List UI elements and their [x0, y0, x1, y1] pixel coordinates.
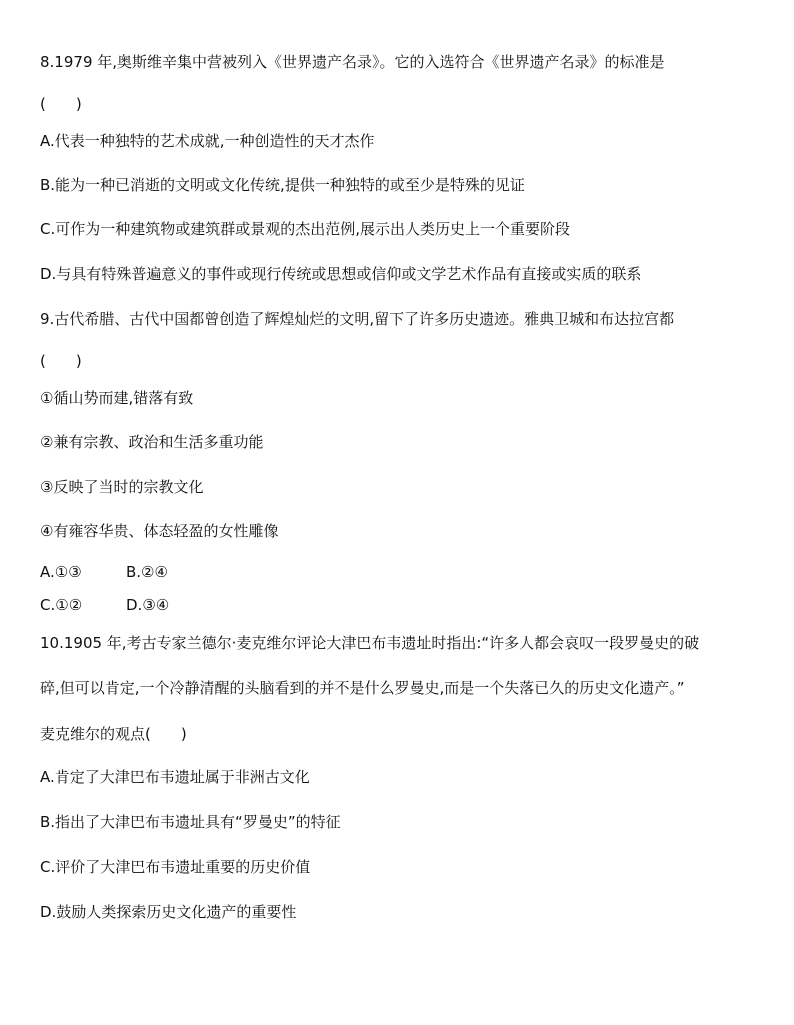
question-10-option-b: B.指出了大津巴布韦遗址具有“罗曼史”的特征: [40, 813, 341, 831]
question-10-stem-line-3: 麦克维尔的观点( ): [40, 725, 187, 743]
question-10-option-c: C.评价了大津巴布韦遗址重要的历史价值: [40, 858, 311, 876]
question-10-stem-line-1: 10.1905 年,考古专家兰德尔·麦克维尔评论大津巴布韦遗址时指出:“许多人都会哀叹一段罗曼史的破: [40, 634, 700, 652]
question-8-option-c: C.可作为一种建筑物或建筑群或景观的杰出范例,展示出人类历史上一个重要阶段: [40, 220, 571, 238]
question-8-option-d: D.与具有特殊普遍意义的事件或现行传统或思想或信仰或文学艺术作品有直接或实质的联系: [40, 265, 642, 283]
question-8-stem: 8.1979 年,奥斯维辛集中营被列入《世界遗产名录》。它的入选符合《世界遗产名录》的标准是: [40, 53, 665, 71]
question-8-blank: ( ): [40, 95, 82, 113]
question-9-choices-row-2: [40, 595, 764, 615]
question-8-option-a: A.代表一种独特的艺术成就,一种创造性的天才杰作: [40, 132, 375, 150]
question-9-statement-4: ④有雍容华贵、体态轻盈的女性雕像: [40, 522, 279, 540]
question-9-choice-c: C.①②: [40, 596, 83, 614]
question-9-statement-1: ①循山势而建,错落有致: [40, 389, 194, 407]
question-9-choice-a: A.①③: [40, 563, 82, 581]
question-9-blank: ( ): [40, 352, 82, 370]
question-9-choices-row-1: [40, 562, 764, 582]
question-8-option-b: B.能为一种已消逝的文明或文化传统,提供一种独特的或至少是特殊的见证: [40, 176, 525, 194]
question-10-option-a: A.肯定了大津巴布韦遗址属于非洲古文化: [40, 768, 310, 786]
question-10-option-d: D.鼓励人类探索历史文化遗产的重要性: [40, 903, 297, 921]
question-9-choice-b: B.②④: [126, 563, 168, 581]
question-9-statement-3: ③反映了当时的宗教文化: [40, 478, 204, 496]
question-10-stem-line-2: 碎,但可以肯定,一个冷静清醒的头脑看到的并不是什么罗曼史,而是一个失落已久的历史文化遗产。”: [40, 679, 685, 697]
question-9-statement-2: ②兼有宗教、政治和生活多重功能: [40, 433, 264, 451]
question-9-stem: 9.古代希腊、古代中国都曾创造了辉煌灿烂的文明,留下了许多历史遗迹。雅典卫城和布达拉宫都: [40, 310, 675, 328]
question-9-choice-d: D.③④: [126, 596, 170, 614]
